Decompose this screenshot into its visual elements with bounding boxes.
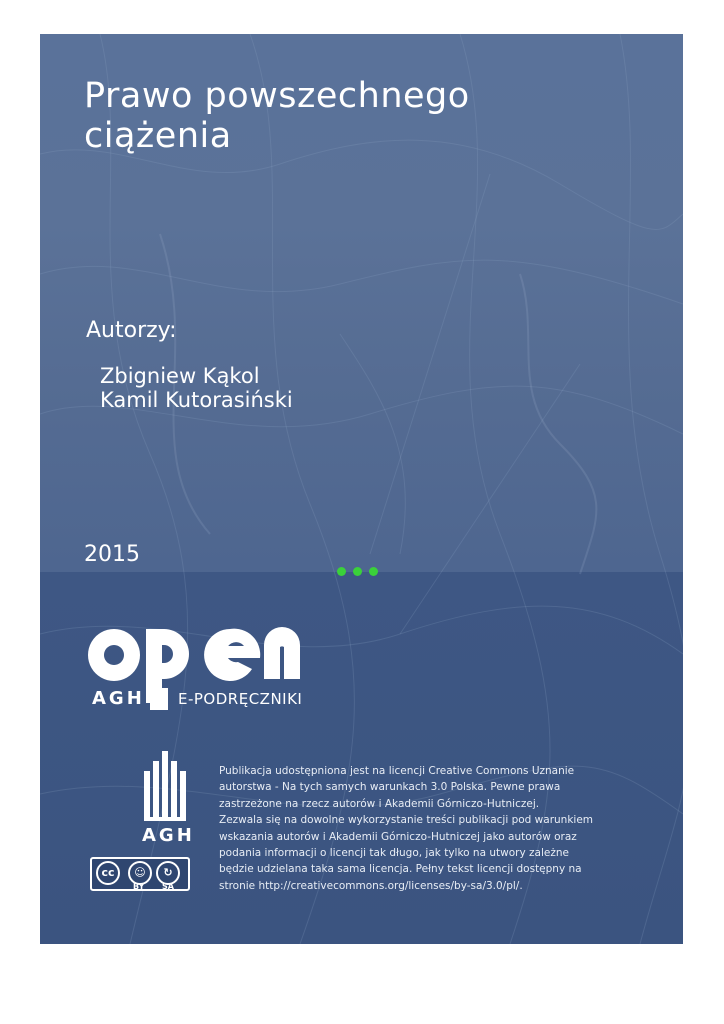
license-line: podania informacji o licencji tak długo, jak tylko na utwory zależne [219,847,569,860]
open-logo-agh-text: AGH [92,688,145,709]
agh-emblem-icon [142,751,194,831]
open-logo-subtitle: E-PODRĘCZNIKI [178,690,303,708]
license-line: zastrzeżone na rzecz autorów i Akademii Górniczo-Hutniczej. [219,797,540,810]
cc-icon: cc [96,861,120,885]
book-cover [40,34,683,944]
authors-label: Autorzy: [86,318,177,343]
agh-logo-text: AGH [142,825,195,846]
license-line: będzie udzielana taka sama licencja. Pełny tekst licencji dostępny na [219,863,582,876]
license-text [219,763,639,894]
license-line: stronie http://creativecommons.org/licenses/by-sa/3.0/pl/. [219,879,523,892]
logo-bar [150,688,168,710]
decorative-dots [337,567,378,577]
cc-by-sa-badge [90,857,190,891]
green-dot-icon [353,567,362,576]
green-dot-icon [337,567,346,576]
license-line: wskazania autorów i Akademii Górniczo-Hutniczej jako autorów oraz [219,830,577,843]
cc-sa-label: SA [162,882,174,891]
publication-year: 2015 [84,542,140,567]
author-name-2: Kamil Kutorasiński [100,388,293,412]
share-alike-icon: ↻ [156,861,180,885]
cover-title-line-2: ciążenia [84,116,232,156]
license-line: Zezwala się na dowolne wykorzystanie treści publikacji pod warunkiem [219,814,594,827]
cover-title [84,76,604,156]
author-name-1: Zbigniew Kąkol [100,364,260,388]
cover-title-line-1: Prawo powszechnego [84,76,470,116]
attribution-icon: ☺ [128,861,152,885]
license-line: Publikacja udostępniona jest na licencji Creative Commons Uznanie [219,765,575,777]
license-line: autorstwa - Na tych samych warunkach 3.0 Polska. Pewne prawa [219,781,561,794]
cc-by-label: BY [133,882,145,891]
green-dot-icon [369,567,378,576]
